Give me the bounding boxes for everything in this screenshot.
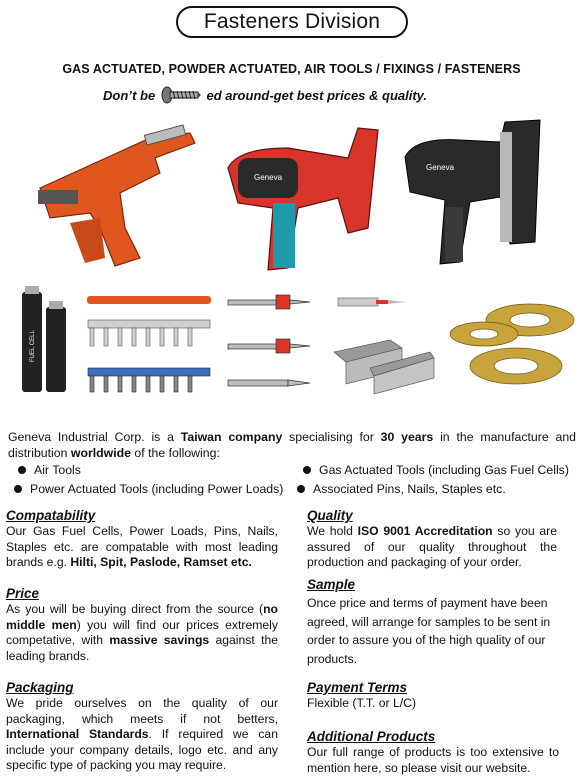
bullet-icon [14, 485, 22, 493]
bullet-item [297, 482, 506, 496]
screw-icon [161, 86, 201, 104]
intro-text: is a [144, 430, 181, 444]
fuel-cell-label: FUEL CELL [30, 330, 36, 362]
sample-text: Once price and terms of payment have been agreed, will arrange for samples to be sent in order to assure you of the high quality of our products. [307, 596, 551, 666]
section-text: against the leading brands. [6, 633, 279, 663]
packaging-text [6, 696, 278, 774]
intro-emphasis: Taiwan company [180, 430, 283, 444]
tagline [103, 86, 427, 104]
bullet-icon [297, 485, 305, 493]
bullet-text: Gas Actuated Tools (including Gas Fuel Cells) [319, 463, 569, 477]
coil-nails-image [444, 292, 580, 402]
gas-fuel-cells-image [18, 282, 70, 397]
power-loads-and-pins-image [82, 292, 214, 397]
powder-actuated-tool-image [30, 118, 200, 273]
section-emphasis: International Standards [6, 727, 149, 742]
drive-pins-image [224, 292, 314, 398]
additional-products-heading: Additional Products [307, 729, 436, 744]
section-text: We hold [307, 524, 358, 538]
price-heading: Price [6, 586, 40, 601]
sample-heading: Sample [307, 577, 356, 592]
bullet-text: Air Tools [34, 463, 81, 477]
bullet-text: Associated Pins, Nails, Staples etc. [313, 482, 506, 496]
brand-label: Geneva [426, 163, 455, 172]
product-categories-heading: GAS ACTUATED, POWDER ACTUATED, AIR TOOLS / FIXINGS / FASTENERS [62, 62, 521, 76]
payment-terms-text: Flexible (T.T. or L/C) [307, 696, 417, 710]
brand-label: Geneva [254, 173, 283, 182]
section-emphasis: massive savings [109, 633, 210, 648]
bullet-icon [18, 466, 26, 474]
company-name: Geneva Industrial Corp. [8, 430, 145, 444]
intro-text: in the manufacture and distribution [8, 430, 577, 460]
intro-emphasis: 30 years [380, 430, 434, 444]
section-text: We pride ourselves on the quality of our packaging, which meets if not betters, [6, 696, 278, 726]
section-text: Our Gas Fuel Cells, Power Loads, Pins, Nails, Staples etc. are compatable with most leading brands e.g. [6, 524, 278, 570]
quality-text [307, 524, 557, 571]
bullet-item [18, 463, 81, 477]
quality-heading: Quality [307, 508, 353, 523]
staples-image [330, 292, 440, 398]
gas-nailer-red-image [218, 118, 388, 278]
compatability-text [6, 524, 278, 571]
section-text: . If required we can include your company details, logo etc. and any specific type of packing you may require. [6, 727, 278, 773]
intro-emphasis: worldwide [70, 446, 132, 460]
section-text: As you will be buying direct from the source ( [6, 602, 264, 616]
section-emphasis: Hilti, Spit, Paslode, Ramset etc. [70, 555, 252, 570]
intro-text: of the following: [131, 446, 220, 460]
intro-text: specialising for [282, 430, 381, 444]
price-text [6, 602, 278, 664]
bullet-text: Power Actuated Tools (including Power Loads) [30, 482, 284, 496]
payment-terms-heading: Payment Terms [307, 680, 408, 695]
section-text: ) you will find our prices extremely competative, with [6, 617, 278, 648]
bullet-item [14, 482, 283, 496]
division-title: Fasteners Division [176, 6, 408, 38]
section-emphasis: ISO 9001 Accreditation [357, 524, 493, 538]
company-intro [8, 429, 576, 461]
tagline-end: ed around-get best prices & quality. [206, 88, 428, 103]
bullet-item [303, 463, 569, 477]
packaging-heading: Packaging [6, 680, 74, 695]
section-text: so you are assured of our quality throughout the production and packaging of your order. [307, 524, 557, 570]
gas-stapler-dark-image [400, 112, 550, 272]
bullet-icon [303, 466, 311, 474]
additional-products-text: Our full range of products is too extensive to mention here, so please visit our website. [307, 745, 559, 775]
section-emphasis: no middle men [6, 602, 278, 632]
compatability-heading: Compatability [6, 508, 96, 523]
tagline-start: Don’t be [103, 88, 156, 103]
